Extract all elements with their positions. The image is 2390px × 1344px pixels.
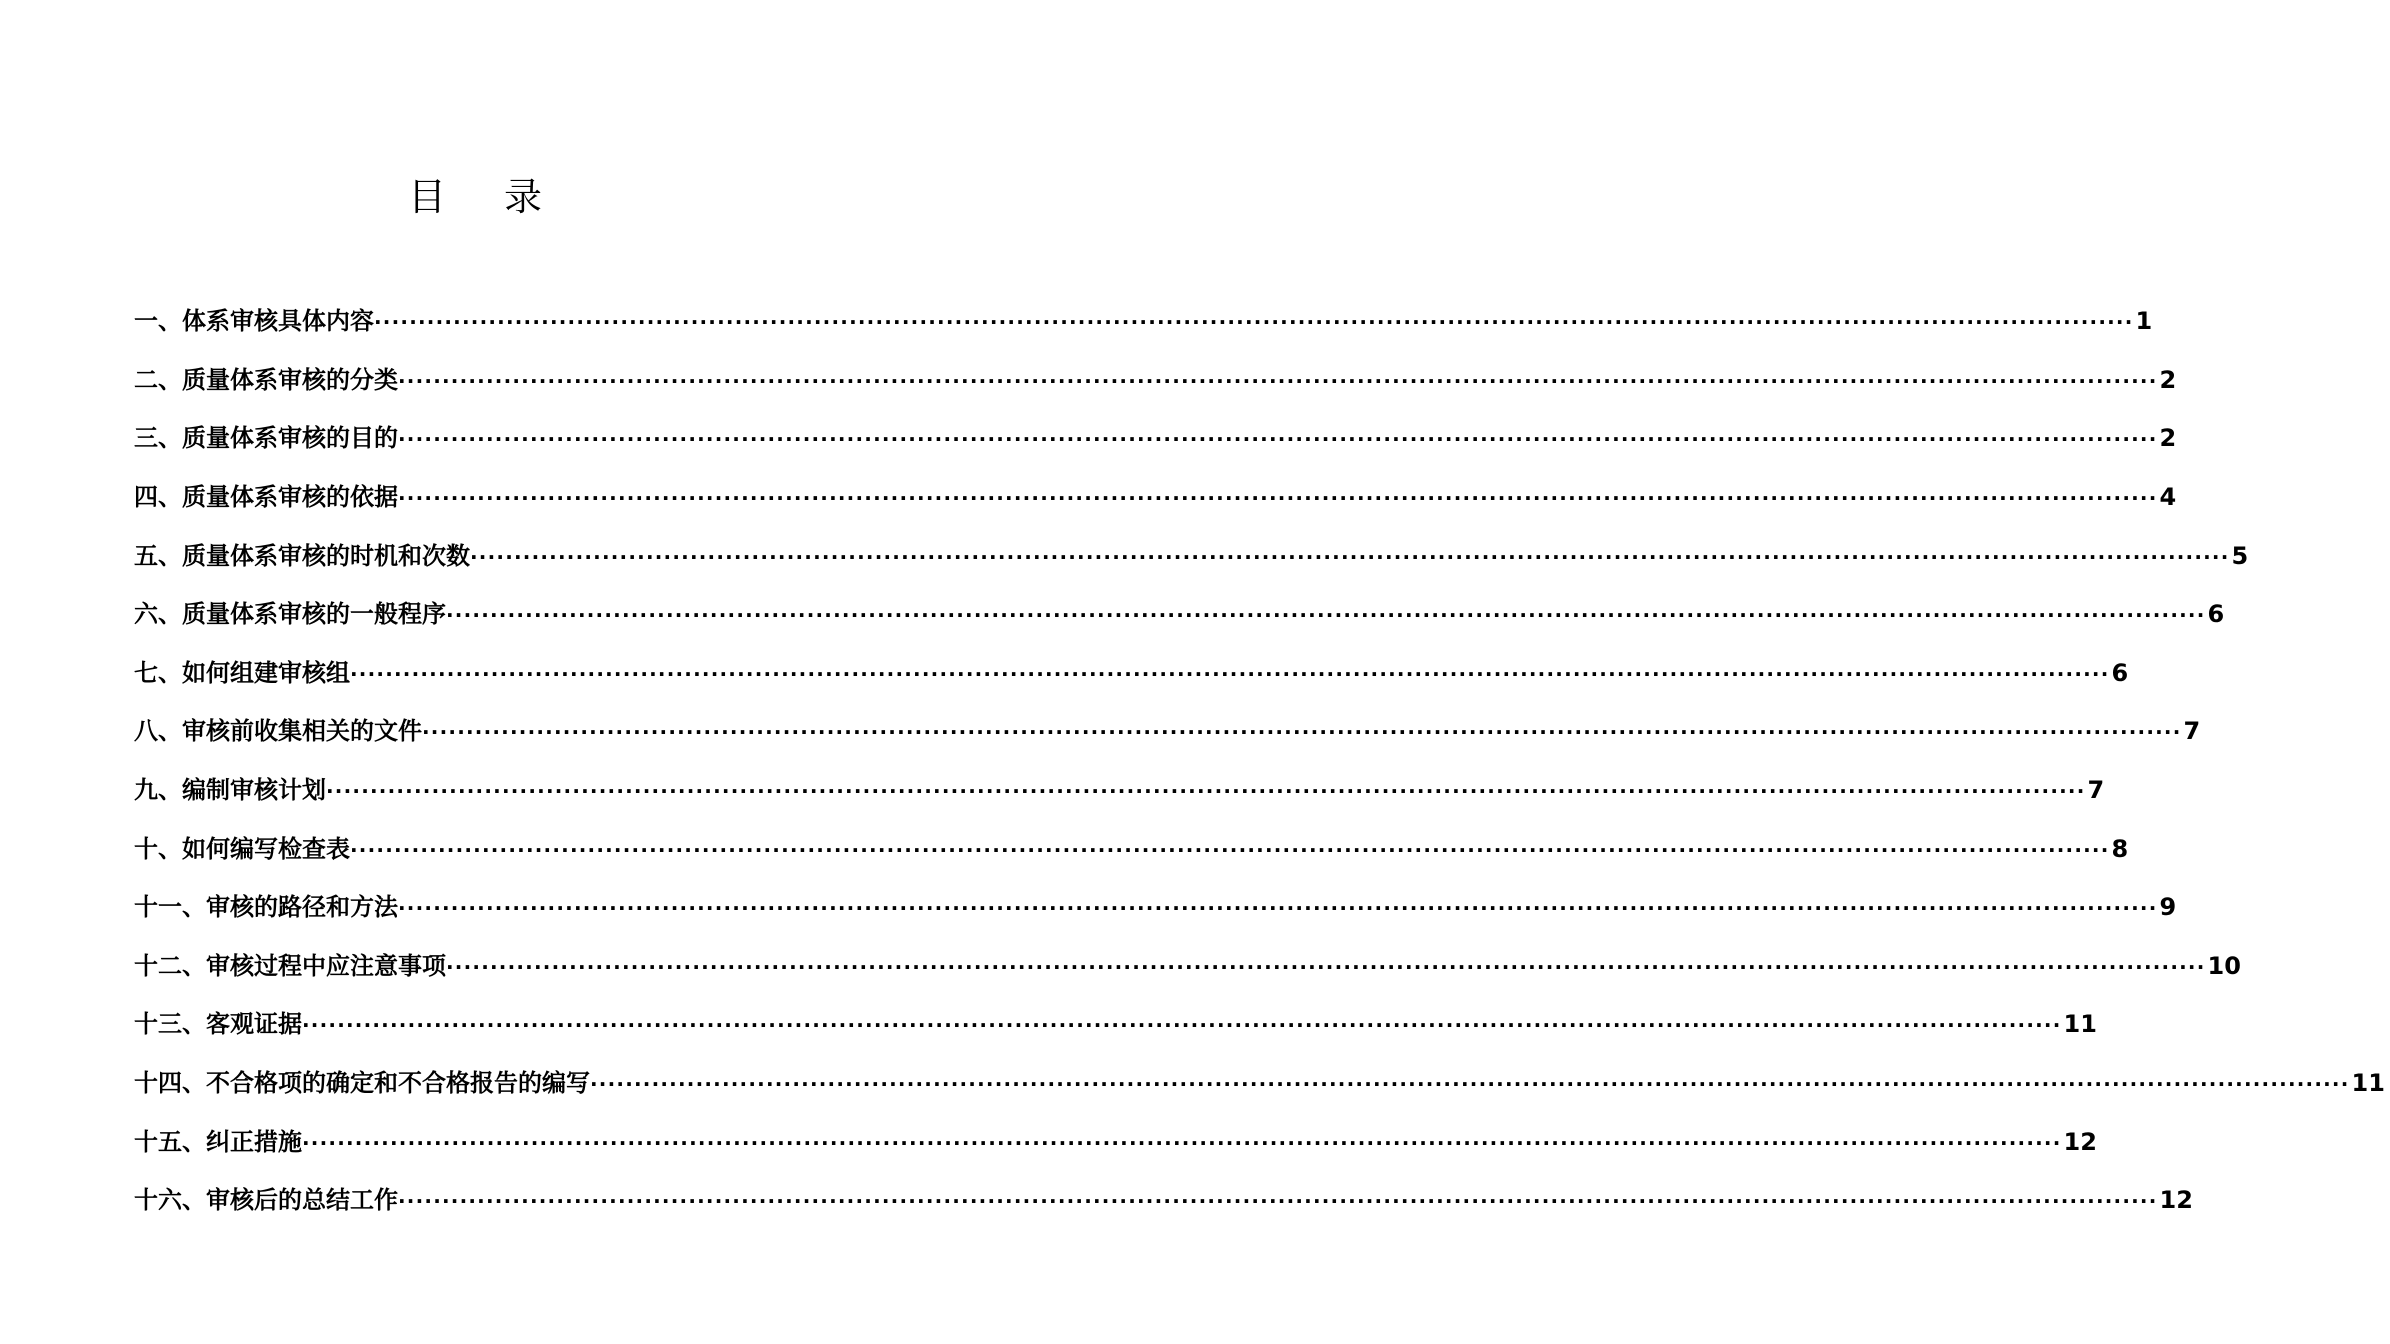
toc-entry[interactable] <box>134 585 2225 644</box>
toc-entry-label: 八、审核前收集相关的文件 <box>134 717 422 746</box>
toc-entry-page: 6 <box>2111 658 2129 687</box>
toc-entry-label: 十、如何编写检查表 <box>134 834 350 863</box>
toc-leader-dots: ········································································································································································································ <box>398 1189 2158 1214</box>
toc-entry-label: 十六、审核后的总结工作 <box>134 1186 398 1215</box>
toc-entry-label: 十一、审核的路径和方法 <box>134 893 398 922</box>
toc-leader-dots: ········································································································································································································ <box>446 954 2206 979</box>
title-char-1: 目 <box>407 175 446 219</box>
toc-entry-page: 12 <box>2063 1127 2097 1156</box>
toc-entry-label: 四、质量体系审核的依据 <box>134 483 398 512</box>
toc-entry-label: 十二、审核过程中应注意事项 <box>134 951 446 980</box>
toc-leader-dots: ········································································································································································································ <box>374 310 2134 335</box>
toc-entry-label: 七、如何组建审核组 <box>134 658 350 687</box>
toc-entry-page: 6 <box>2207 600 2225 629</box>
toc-leader-dots: ········································································································································································································ <box>398 368 2158 393</box>
toc-entry-label: 十五、纠正措施 <box>134 1127 302 1156</box>
toc-entry[interactable] <box>134 292 2153 351</box>
toc-entry-label: 一、体系审核具体内容 <box>134 307 374 336</box>
toc-leader-dots: ········································································································································································································ <box>422 720 2182 745</box>
toc-entry[interactable] <box>134 644 2129 703</box>
toc-leader-dots: ········································································································································································································ <box>326 779 2086 804</box>
toc-entry[interactable] <box>134 761 2105 820</box>
toc-entry-label: 三、质量体系审核的目的 <box>134 424 398 453</box>
toc-leader-dots: ········································································································································································································ <box>350 661 2110 686</box>
toc-entry-label: 六、质量体系审核的一般程序 <box>134 600 446 629</box>
toc-leader-dots: ········································································································································································································ <box>302 1130 2062 1155</box>
toc-entry[interactable] <box>134 526 2249 585</box>
title-char-2: 录 <box>504 175 543 219</box>
toc-entry[interactable] <box>134 351 2177 410</box>
toc-entry[interactable] <box>134 1112 2097 1171</box>
toc-entry-page: 11 <box>2063 1010 2097 1039</box>
toc-entry-label: 十四、不合格项的确定和不合格报告的编写 <box>134 1069 590 1098</box>
toc-entry-page: 4 <box>2159 483 2177 512</box>
toc-entry-page: 12 <box>2159 1186 2193 1215</box>
toc-leader-dots: ········································································································································································································ <box>398 896 2158 921</box>
toc-entry-page: 9 <box>2159 893 2177 922</box>
toc-leader-dots: ········································································································································································································ <box>398 486 2158 511</box>
toc-entry[interactable] <box>134 702 2201 761</box>
toc-entry-page: 11 <box>2351 1069 2385 1098</box>
toc-entry-label: 十三、客观证据 <box>134 1010 302 1039</box>
toc-entry[interactable] <box>134 409 2177 468</box>
toc-entry[interactable] <box>134 819 2129 878</box>
toc-entry-page: 10 <box>2207 951 2241 980</box>
toc-leader-dots: ········································································································································································································ <box>446 603 2206 628</box>
toc-entry-page: 2 <box>2159 424 2177 453</box>
toc-entry-label: 二、质量体系审核的分类 <box>134 365 398 394</box>
toc-entry-page: 5 <box>2231 541 2249 570</box>
toc-entry[interactable] <box>134 878 2177 937</box>
toc-entry-page: 7 <box>2183 717 2201 746</box>
toc-entry-page: 7 <box>2087 776 2105 805</box>
toc-entry-page: 1 <box>2135 307 2153 336</box>
toc-entry[interactable] <box>134 468 2177 527</box>
toc-leader-dots: ········································································································································································································ <box>398 427 2158 452</box>
toc-entry[interactable] <box>134 995 2097 1054</box>
toc-entry[interactable] <box>134 1054 2385 1113</box>
toc-leader-dots: ········································································································································································································ <box>470 544 2230 569</box>
toc-leader-dots: ········································································································································································································ <box>302 1013 2062 1038</box>
toc-entry-label: 五、质量体系审核的时机和次数 <box>134 541 470 570</box>
toc-entry-label: 九、编制审核计划 <box>134 776 326 805</box>
toc-leader-dots: ········································································································································································································ <box>350 837 2110 862</box>
table-of-contents <box>134 292 2385 1230</box>
toc-entry-page: 8 <box>2111 834 2129 863</box>
toc-entry-page: 2 <box>2159 365 2177 394</box>
toc-entry[interactable] <box>134 1171 2193 1230</box>
toc-entry[interactable] <box>134 937 2241 996</box>
toc-leader-dots: ········································································································································································································ <box>590 1072 2350 1097</box>
page-title <box>0 172 950 222</box>
